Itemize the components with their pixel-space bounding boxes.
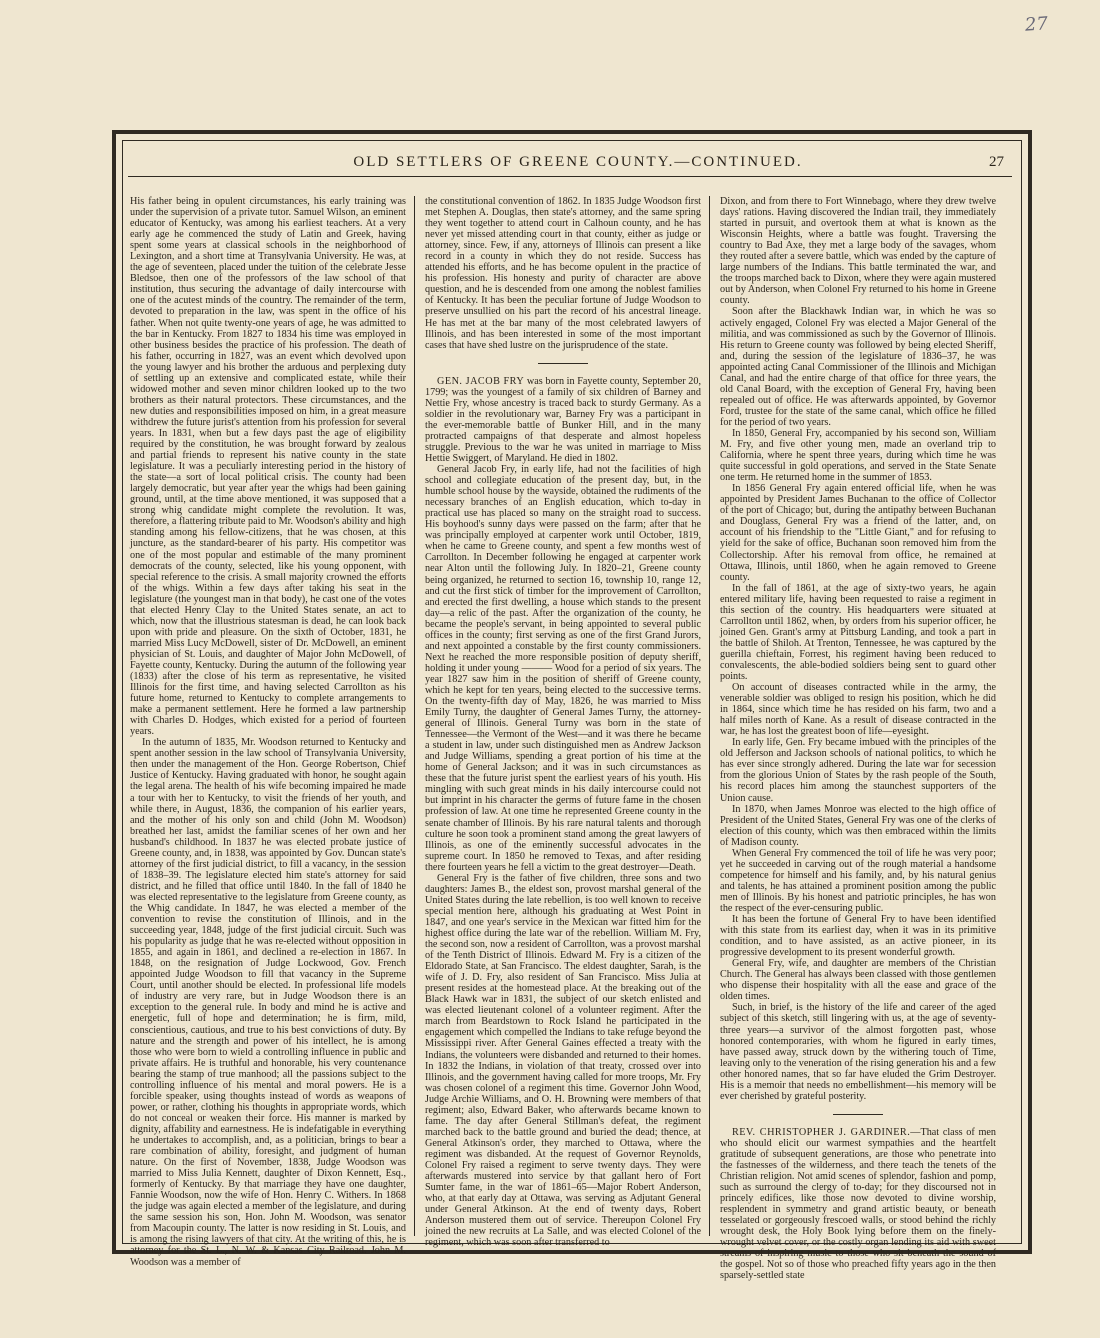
header-page-number: 27 — [989, 154, 1004, 170]
paragraph: the constitutional convention of 1862. In 1835 Judge Woodson first met Stephen A. Douglas, then state's attorney, and the same spring they went together to attend court in Calhoun county, and he has never yet missed attending court in that county, either as judge or attorney, since. Few, if any, attorneys of Illinois can present a like record in a county in which they do not reside. Success has attended his efforts, and he has become opulent in the practice of his profession. His honesty and purity of character are above question, and he is descended from one among the noblest families of Kentucky. It has been the peculiar fortune of Judge Woodson to preserve unsullied on his part the record of his ancestral lineage. He has met at the bar many of the most celebrated lawyers of Illinois, and has been interested in some of the most important cases that have shed lustre on the jurisprudence of the state. — [425, 196, 701, 351]
paragraph: In 1870, when James Monroe was elected to the high office of President of the United States, General Fry was one of the clerks of election of this county, which was then embraced within the limits of Madison county. — [720, 803, 996, 848]
paragraph: His father being in opulent circumstances, his early training was under the supervision of a private tutor. Samuel Wilson, an eminent educator of Kentucky, was among his earliest teachers. At a very early age he commenced the study of Latin and Greek, having spent some years at classical schools in the neighborhood of Lexington, and a short time at Transylvania University. He was, at the age of seventeen, placed under the tuition of the celebrate Jesse Bledsoe, then one of the professors of the law school of that institution, thus securing the advantage of daily intercourse with one of the acutest minds of the country. The remainder of the term, devoted to preparation in the law, was spent in the office of his father. When not quite twenty-one years of age, he was admitted to the bar in Kentucky. From 1827 to 1834 his time was employed in other business besides the practice of his profession. The death of his father, occurring in 1827, was an event which devolved upon the young lawyer and his brother the arduous and perplexing duty of settling up an extensive and complicated estate, while their widowed mother and seven minor children looked up to the two brothers as their natural protectors. These circumstances, and the new duties and responsibilities imposed on him, in a great measure withdrew the future jurist's attention from his profession for several years. In 1831, when but a few days past the age of eligibility required by the constitution, he was brought forward by zealous and partial friends to represent his native county in the state legislature. It was a peculiarly interesting period in the history of the state—a sort of local political crisis. The county had been largely democratic, but year after year the whigs had been gaining ground, until, at the time above mentioned, it was supposed that a strong whig candidate might complete the revolution. It was, therefore, a flattering tribute paid to Mr. Woodson's ability and high standing among his fellow-citizens, that he was chosen, at this juncture, as the standard-bearer of his party. His competitor was one of the most popular and estimable of the many prominent democrats of the county, selected, like his young opponent, with special reference to the crisis. A small majority crowned the efforts of the whigs. Within a few days after taking his seat in the legislature (the youngest man in that body), he cast one of the votes that elected Henry Clay to the United States senate, an act to which, now that the illustrious statesman is dead, he can look back upon with pride and pleasure. On the sixth of October, 1831, he married Miss Lucy McDowell, sister of Dr. McDowell, an eminent physician of St. Louis, and daughter of Major John McDowell, of Fayette county, Kentucky. During the autumn of the following year (1833) after the close of his term as representative, he visited Illinois for the first time, and having selected Carrollton as his future home, returned to Kentucky to complete arrangements to make a permanent settlement. Here he formed a law partnership with Charles D. Hodges, which existed for a period of fourteen years. — [130, 196, 406, 738]
text-column-1 — [130, 196, 406, 1268]
paragraph-text: —That class of men who should elicit our warmest sympathies and the heartfelt gratitude of subsequent generations, are those who penetrate into the fastnesses of the wilderness, and there teach the tenets of the Christian religion. Not amid scenes of splendor, fashion and pomp, such as surround the clergy of to-day; for they discoursed not in princely edifices, like those now devoted to divine worship, resplendent in symmetry and grand artistic beauty, or beneath tesselated or gorgeously frescoed walls, or stood behind the richly wrought desk, the Holy Book lying before them on the finely-wrought velvet cover, or the costly organ lending its aid with sweet streams of inspiring music to those who sit beneath the sound of the gospel. Not so of those who preached fifty years ago in the then sparsely-settled state — [720, 1126, 996, 1282]
text-column-2 — [425, 196, 701, 1249]
paragraph: Such, in brief, is the history of the life and career of the aged subject of this sketch, still lingering with us, at the age of seventy-three years—a survivor of the almost forgotten past, whose honored contemporaries, with whom he figured in early times, have passed away, struck down by the withering touch of Time, leaving only to the veneration of the rising generation his and a few other honored names, that so far have eluded the Grim Destroyer. His is a memoir that needs no embellishment—his memory will be ever cherished by grateful posterity. — [720, 1002, 996, 1102]
paragraph: In early life, Gen. Fry became imbued with the principles of the old Jefferson and Jackson schools of national politics, to which he has ever since strongly adhered. During the late war for secession from the glorious Union of States by the rash people of the South, his record places him among the staunchest supporters of the Union cause. — [720, 737, 996, 804]
column-divider — [414, 196, 415, 1236]
paragraph: It has been the fortune of General Fry to have been identified with this state from its earliest day, when it was in its primitive condition, and to have assisted, as an active pioneer, in its progressive development to its present wonderful growth. — [720, 914, 996, 959]
paragraph: On account of diseases contracted while in the army, the venerable soldier was obliged to resign his position, which he did in 1864, since which time he has resided on his farm, two and a half miles north of Kane. As a result of disease contracted in the war, he has lost the greatest boon of life—eyesight. — [720, 682, 996, 738]
running-header — [128, 154, 1012, 178]
page-corner-number: 27 — [1024, 13, 1049, 36]
paragraph: General Fry, wife, and daughter are members of the Christian Church. The General has always been classed with those gentlemen who dispense their hospitality with all the ease and grace of the olden times. — [720, 958, 996, 1003]
paragraph: General Jacob Fry, in early life, had not the facilities of high school and collegiate education of the present day, but, in the humble school house by the wayside, obtained the rudiments of the necessary branches of an English education, which to-day in practical use has placed so many on the straight road to success. His boyhood's sunny days were passed on the farm; after that he was principally employed at carpenter work until October, 1819, when he came to Greene county, and spent a few months west of Carrollton. In December following he engaged at carpenter work near Alton until the following July. In 1820–21, Greene county being organized, he returned to section 16, township 10, range 12, and cut the first stick of timber for the improvement of Carrollton, and erected the first dwelling, a house which stands to the present day—a relic of the past. After the organization of the county, he became the people's servant, in being appointed to several public offices in the county; first serving as one of the first Grand Jurors, and next appointed a constable by the first county commissioners. Next he reached the more responsible position of deputy sheriff, holding it under young ——— Wood for a period of six years. The year 1827 saw him in the position of sheriff of Greene county, which he kept for ten years, being elected to the successive terms. On the twenty-fifth day of May, 1826, he was married to Miss Emily Turny, the daughter of General James Turny, the attorney-general of Illinois. General Turny was born in the state of Tennessee—the Vermont of the West—and it was there he became a student in law, under such distinguished men as Andrew Jackson and Judge Williams, spending a great portion of his time at the home of General Jackson; and it was in such circumstances as these that the future jurist spent the earliest years of his youth. His mingling with such great minds in his daily intercourse could not but imprint in his character the germs of future fame in the chosen profession of law. At one time he represented Greene county in the senate chamber of Illinois. By his rare natural talents and thorough culture he soon took a prominent stand among the great lawyers of Illinois, as one of the eminently successful advocates in the supreme court. In 1850 he removed to Texas, and after residing there fourteen years he fell a victim to the great destroyer—Death. — [425, 464, 701, 873]
column-divider — [709, 196, 710, 1236]
section-heading: REV. CHRISTOPHER J. GARDINER. — [732, 1126, 911, 1138]
paragraph — [425, 376, 701, 464]
paragraph: Soon after the Blackhawk Indian war, in which he was so actively engaged, Colonel Fry was elected a Major General of the militia, and was commissioned as such by the Governor of Illinois. His return to Greene county was followed by being elected Sheriff, and, during the session of the legislature of 1836–37, he was appointed acting Canal Commissioner of the Illinois and Michigan Canal, and had the entire charge of that office for three years, the old Canal Board, with the exception of General Fry, having been repealed out of office. He was afterwards appointed, by Governor Ford, trustee for the state of the same canal, which office he filled for the period of two years. — [720, 306, 996, 428]
section-heading: GEN. JACOB FRY — [437, 375, 525, 387]
paragraph-text: was born in Fayette county, September 20, 1799; was the youngest of a family of six children of Barney and Nettie Fry, whose ancestry is traced back to sturdy Germany. As a soldier in the revolutionary war, Barney Fry was a participant in the ever-memorable battle of Bunker Hill, and in the many protracted campaigns of that desperate and almost hopeless struggle. Previous to the war he was united in marriage to Miss Hettie Swiggert, of Maryland. He died in 1802. — [425, 375, 701, 464]
section-divider — [833, 1114, 883, 1115]
section-divider — [538, 363, 588, 364]
paragraph: In the fall of 1861, at the age of sixty-two years, he again entered military life, having been requested to raise a regiment in this section of the country. His headquarters were situated at Carrollton until 1862, when, by orders from his superior officer, he joined Gen. Grant's army at Pittsburg Landing, and took a part in the battle of Shiloh. At Trenton, Tennessee, he was captured by the guerilla chieftain, Forrest, his regiment having been reduced to convalescents, the able-bodied soldiers being sent to guard other points. — [720, 582, 996, 683]
header-rule — [128, 176, 1012, 177]
paragraph: In 1856 General Fry again entered official life, when he was appointed by President James Buchanan to the office of Collector of the port of Chicago; but, during the antipathy between Buchanan and Douglass, General Fry was a friend of the latter, and, on account of his friendship to the "Little Giant," and for refusing to yield for the sake of office, Buchanan soon removed him from the Collectorship. After his removal from office, he remained at Ottawa, Illinois, until 1860, when he again removed to Greene county. — [720, 483, 996, 583]
text-column-3 — [720, 196, 996, 1282]
paragraph: In the autumn of 1835, Mr. Woodson returned to Kentucky and spent another session in the law school of Transylvania University, then under the management of the Hon. George Robertson, Chief Justice of Kentucky. Having graduated with honor, he sought again the legal arena. The health of his wife becoming impaired he made a tour with her to Kentucky, to visit the friends of her youth, and while there, in August, 1836, the companion of his earlier years, and the mother of his only son and child (John M. Woodson) breathed her last, amidst the familiar scenes of her own and her husband's childhood. In 1837 he was elected probate justice of Greene county, and, in 1838, was appointed by Gov. Duncan state's attorney of the first judicial district, to fill a vacancy, in the session of 1838–39. The legislature elected him state's attorney for said district, and he filled that office until 1840. In the fall of 1840 he was elected representative to the legislature from Greene county, as the Whig candidate. In 1847, he was elected a member of the convention to revise the constitution of Illinois, and in the succeeding year, 1848, judge of the first judicial circuit. Such was his popularity as judge that he was re-elected without opposition in 1855, and again in 1861, and declined a re-election in 1867. In 1848, on the resignation of Judge Lockwood, Gov. French appointed Judge Woodson to fill that vacancy in the Supreme Court, until another should be elected. In professional life models of industry are very rare, but in Judge Woodson there is an exception to the general rule. In body and mind he is active and energetic, full of hope and determination; he is firm, mild, conscientious, cautious, and true to his best convictions of duty. By nature and the strength and power of his intellect, he is among those who were born to wield a controlling influence in public and private affairs. He is truthful and honorable, his very countenance bearing the stamp of true manhood; all the passions subject to the controlling influence of his mental and moral powers. He is a forcible speaker, using thoughts instead of words as weapons of power, or rather, clothing his thoughts in appropriate words, which do not conceal or weaken their force. His manner is marked by dignity, affability and earnestness. He is indefatigable in everything he undertakes to accomplish, and, as a politician, brings to bear a rare combination of ability, foresight, and judgment of human nature. On the first of November, 1838, Judge Woodson was married to Miss Julia Kennett, daughter of Dixon Kennett, Esq., formerly of Kentucky. By that marriage they have one daughter, Fannie Woodson, now the wife of Hon. Henry C. Withers. In 1868 the judge was again elected a member of the legislature, and during the same session his son, Hon. John M. Woodson, was senator from Macoupin county. The latter is now residing in St. Louis, and is among the rising lawyers of that city. At the writing of this, he is attorney for the St. L., N. W. & Kansas City Railroad. John M. Woodson was a member of — [130, 737, 406, 1268]
paragraph: When General Fry commenced the toil of life he was very poor; yet he succeeded in carving out of the rough material a handsome competence for himself and his family, and, by his natural genius and talents, he has attained a prominent position among the public men of Illinois. By his honest and patriotic principles, he has won the respect of the ever-censuring public. — [720, 847, 996, 914]
paragraph — [720, 1127, 996, 1282]
paragraph: Dixon, and from there to Fort Winnebago, where they drew twelve days' rations. Having discovered the Indian trail, they immediately started in pursuit, and overtook them at what is known as the Wisconsin Heights, where a battle was fought. Traversing the country to Bad Axe, they met a large body of the savages, whom they routed after a severe battle, which was ended by the capture of large numbers of the Indians. This battle terminated the war, and the troops marched back to Dixon, where they were again mustered out by Anderson, when Colonel Fry returned to his home in Greene county. — [720, 196, 996, 307]
paragraph: General Fry is the father of five children, three sons and two daughters: James B., the eldest son, provost marshal general of the United States during the late rebellion, is too well known to receive special mention here, although his graduating at West Point in 1847, and one year's service in the Mexican war fitted him for the highest office during the late war of the rebellion. William M. Fry, the second son, now a resident of Carrollton, was a provost marshal of the Tenth District of Illinois. Edward M. Fry is a citizen of the Eldorado State, at San Francisco. The eldest daughter, Sarah, is the wife of J. D. Fry, also resident of San Francisco. Miss Julia at present resides at the homestead place. At the breaking out of the Black Hawk war in 1831, the subject of our sketch enlisted and was elected lieutenant colonel of a volunteer regiment. After the march from Beardstown to Rock Island he participated in the engagement which compelled the Indians to take refuge beyond the Mississippi river. After General Gaines effected a treaty with the Indians, the volunteers were disbanded and returned to their homes. In 1832 the Indians, in violation of that treaty, crossed over into Illinois, and the government having called for more troops, Mr. Fry was chosen colonel of a regiment this time. Governor John Wood, Judge Archie Williams, and O. H. Browning were members of that regiment; also, Edward Baker, who afterwards became known to fame. The day after General Stillman's defeat, the regiment marched back to the battle ground and buried the dead; thence, at General Atkinson's order, they marched to Ottawa, where the regiment was disbanded. At the request of Governor Reynolds, Colonel Fry raised a regiment to serve twenty days. They were afterwards mustered into service by that gallant hero of Fort Sumter fame, in the war of 1861–65—Major Robert Anderson, who, at that early day at Ottawa, was serving as Adjutant General under General Atkinson. At the end of twenty days, Robert Anderson mustered them out of service. Thereupon Colonel Fry joined the new recruits at La Salle, and was elected Colonel of the regiment, which was soon after transferred to — [425, 872, 701, 1249]
header-title: OLD SETTLERS OF GREENE COUNTY.—CONTINUED. — [353, 154, 803, 170]
paragraph: In 1850, General Fry, accompanied by his second son, William M. Fry, and five other young men, made an overland trip to California, where he spent three years, during which time he was quite successful in gold operations, and served in the State Senate one term. He returned home in the summer of 1853. — [720, 427, 996, 484]
